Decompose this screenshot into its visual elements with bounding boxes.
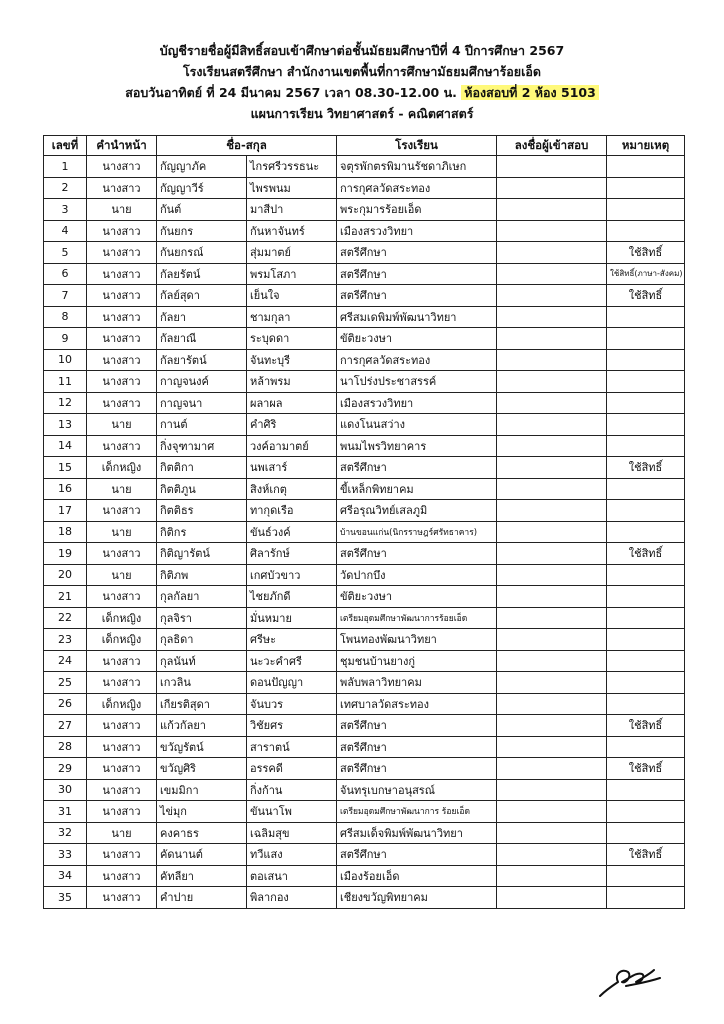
header-prefix: คำนำหน้า: [87, 136, 157, 156]
row-school: สตรีศึกษา: [337, 263, 497, 285]
table-row: [44, 607, 685, 629]
header-sign: ลงชื่อผู้เข้าสอบ: [497, 136, 607, 156]
row-number: 14: [44, 435, 87, 457]
table-header-row: [44, 136, 685, 156]
row-first-name: กิติกร: [157, 521, 247, 543]
row-last-name: ดอนปัญญา: [247, 672, 337, 694]
table-row: [44, 629, 685, 651]
row-note: ใช้สิทธิ์: [607, 715, 685, 737]
table-row: [44, 156, 685, 178]
row-last-name: สาราตน์: [247, 736, 337, 758]
row-first-name: กัลยารัตน์: [157, 349, 247, 371]
table-row: [44, 865, 685, 887]
table-row: [44, 822, 685, 844]
header-school: โรงเรียน: [337, 136, 497, 156]
row-school: เมืองร้อยเอ็ด: [337, 865, 497, 887]
row-last-name: ทากุดเรือ: [247, 500, 337, 522]
row-first-name: กุลธิดา: [157, 629, 247, 651]
row-prefix: นางสาว: [87, 371, 157, 393]
row-signature-cell: [497, 887, 607, 909]
row-signature-cell: [497, 844, 607, 866]
row-number: 17: [44, 500, 87, 522]
row-school: เชียงขวัญพิทยาคม: [337, 887, 497, 909]
row-first-name: กิติภพ: [157, 564, 247, 586]
row-note: ใช้สิทธิ์: [607, 758, 685, 780]
row-school: จันทรุเบกษาอนุสรณ์: [337, 779, 497, 801]
row-prefix: นางสาว: [87, 328, 157, 350]
row-prefix: นางสาว: [87, 801, 157, 823]
row-school: เทศบาลวัดสระทอง: [337, 693, 497, 715]
row-signature-cell: [497, 306, 607, 328]
row-prefix: นาย: [87, 478, 157, 500]
row-number: 13: [44, 414, 87, 436]
table-row: [44, 779, 685, 801]
row-note: [607, 177, 685, 199]
row-first-name: กิตติภูน: [157, 478, 247, 500]
row-signature-cell: [497, 736, 607, 758]
row-school: เมืองสรวงวิทยา: [337, 392, 497, 414]
table-row: [44, 650, 685, 672]
header-note: หมายเหตุ: [607, 136, 685, 156]
table-row: [44, 715, 685, 737]
row-number: 34: [44, 865, 87, 887]
row-first-name: กิติญารัตน์: [157, 543, 247, 565]
row-number: 2: [44, 177, 87, 199]
row-last-name: มาสีปา: [247, 199, 337, 221]
row-number: 16: [44, 478, 87, 500]
row-prefix: นางสาว: [87, 500, 157, 522]
row-last-name: ไชยภักดี: [247, 586, 337, 608]
table-row: [44, 220, 685, 242]
row-first-name: กิตติธร: [157, 500, 247, 522]
row-school: สตรีศึกษา: [337, 285, 497, 307]
row-prefix: นางสาว: [87, 392, 157, 414]
row-note: ใช้สิทธิ์: [607, 844, 685, 866]
row-first-name: กัลยาณี: [157, 328, 247, 350]
row-school: แดงโนนสว่าง: [337, 414, 497, 436]
row-last-name: ตอเสนา: [247, 865, 337, 887]
row-signature-cell: [497, 865, 607, 887]
row-prefix: นางสาว: [87, 543, 157, 565]
row-signature-cell: [497, 672, 607, 694]
row-note: [607, 500, 685, 522]
row-first-name: คัดนานต์: [157, 844, 247, 866]
table-row: [44, 285, 685, 307]
row-number: 27: [44, 715, 87, 737]
row-first-name: กันต์: [157, 199, 247, 221]
row-first-name: กานต์: [157, 414, 247, 436]
row-prefix: นางสาว: [87, 672, 157, 694]
row-school: พระกุมารร้อยเอ็ด: [337, 199, 497, 221]
row-signature-cell: [497, 478, 607, 500]
table-row: [44, 371, 685, 393]
exam-date: สอบวันอาทิตย์ ที่ 24 มีนาคม 2567 เวลา 08.30-12.00 น.: [125, 85, 457, 100]
row-last-name: ผลาผล: [247, 392, 337, 414]
row-prefix: นางสาว: [87, 650, 157, 672]
row-note: [607, 801, 685, 823]
roster-body: [44, 156, 685, 909]
row-first-name: เกียรติสุดา: [157, 693, 247, 715]
row-signature-cell: [497, 414, 607, 436]
row-note: [607, 607, 685, 629]
row-last-name: สุ่มมาตย์: [247, 242, 337, 264]
row-signature-cell: [497, 607, 607, 629]
row-signature-cell: [497, 758, 607, 780]
row-prefix: นางสาว: [87, 586, 157, 608]
row-signature-cell: [497, 801, 607, 823]
row-note: [607, 199, 685, 221]
row-school: เมืองสรวงวิทยา: [337, 220, 497, 242]
row-last-name: นพเสาร์: [247, 457, 337, 479]
row-first-name: กาญจนา: [157, 392, 247, 414]
row-number: 12: [44, 392, 87, 414]
row-signature-cell: [497, 779, 607, 801]
table-row: [44, 435, 685, 457]
row-note: [607, 779, 685, 801]
row-prefix: นาย: [87, 199, 157, 221]
row-note: [607, 371, 685, 393]
row-number: 29: [44, 758, 87, 780]
row-prefix: นางสาว: [87, 887, 157, 909]
signature-mark: [596, 960, 666, 1000]
table-row: [44, 758, 685, 780]
row-school: จตุรพักตรพิมานรัชดาภิเษก: [337, 156, 497, 178]
row-number: 33: [44, 844, 87, 866]
row-first-name: กิตติกา: [157, 457, 247, 479]
row-first-name: กาญจนงค์: [157, 371, 247, 393]
row-note: ใช้สิทธิ์(ภาษา-สังคม): [607, 263, 685, 285]
row-prefix: นางสาว: [87, 263, 157, 285]
row-first-name: คงคาธร: [157, 822, 247, 844]
table-row: [44, 564, 685, 586]
row-number: 35: [44, 887, 87, 909]
row-signature-cell: [497, 242, 607, 264]
row-first-name: คัทลียา: [157, 865, 247, 887]
row-first-name: แก้วกัลยา: [157, 715, 247, 737]
table-row: [44, 543, 685, 565]
row-prefix: นางสาว: [87, 306, 157, 328]
row-prefix: นางสาว: [87, 242, 157, 264]
row-signature-cell: [497, 285, 607, 307]
table-row: [44, 414, 685, 436]
table-row: [44, 177, 685, 199]
roster-table: [43, 135, 685, 909]
row-note: [607, 736, 685, 758]
row-school: การกุศลวัดสระทอง: [337, 177, 497, 199]
row-last-name: ชามกุลา: [247, 306, 337, 328]
table-row: [44, 521, 685, 543]
table-row: [44, 457, 685, 479]
row-number: 8: [44, 306, 87, 328]
row-first-name: กันยกรณ์: [157, 242, 247, 264]
exam-schedule: [0, 82, 724, 103]
row-signature-cell: [497, 586, 607, 608]
row-last-name: วิชัยศร: [247, 715, 337, 737]
row-prefix: นางสาว: [87, 844, 157, 866]
exam-room: ห้องสอบที่ 2 ห้อง 5103: [461, 85, 599, 100]
row-note: [607, 586, 685, 608]
row-number: 15: [44, 457, 87, 479]
row-number: 5: [44, 242, 87, 264]
row-number: 6: [44, 263, 87, 285]
table-row: [44, 801, 685, 823]
row-signature-cell: [497, 349, 607, 371]
row-last-name: เฉลิมสุข: [247, 822, 337, 844]
row-last-name: นะวะคำศรี: [247, 650, 337, 672]
row-number: 30: [44, 779, 87, 801]
row-note: [607, 392, 685, 414]
row-note: [607, 220, 685, 242]
row-prefix: เด็กหญิง: [87, 693, 157, 715]
row-last-name: ทวีแสง: [247, 844, 337, 866]
row-last-name: เย็นใจ: [247, 285, 337, 307]
row-note: ใช้สิทธิ์: [607, 457, 685, 479]
row-signature-cell: [497, 629, 607, 651]
row-prefix: นางสาว: [87, 779, 157, 801]
row-prefix: เด็กหญิง: [87, 607, 157, 629]
row-school: เตรียมอุดมศึกษาพัฒนาการ ร้อยเอ็ด: [337, 801, 497, 823]
table-row: [44, 672, 685, 694]
row-signature-cell: [497, 371, 607, 393]
row-last-name: ระบุดดา: [247, 328, 337, 350]
row-first-name: คำปาย: [157, 887, 247, 909]
row-signature-cell: [497, 177, 607, 199]
row-signature-cell: [497, 435, 607, 457]
row-school: สตรีศึกษา: [337, 457, 497, 479]
table-row: [44, 478, 685, 500]
row-first-name: กัลยรัตน์: [157, 263, 247, 285]
row-first-name: ขวัญรัตน์: [157, 736, 247, 758]
table-row: [44, 328, 685, 350]
row-last-name: ขันนาโพ: [247, 801, 337, 823]
row-school: สตรีศึกษา: [337, 242, 497, 264]
table-row: [44, 306, 685, 328]
table-row: [44, 693, 685, 715]
row-number: 19: [44, 543, 87, 565]
row-last-name: จันทะบุรี: [247, 349, 337, 371]
row-note: [607, 672, 685, 694]
row-note: [607, 478, 685, 500]
row-school: ศรีสมเดพิมพ์พัฒนาวิทยา: [337, 306, 497, 328]
row-number: 31: [44, 801, 87, 823]
row-last-name: ไกรศรีวรรธนะ: [247, 156, 337, 178]
row-first-name: กุลจิรา: [157, 607, 247, 629]
row-school: สตรีศึกษา: [337, 736, 497, 758]
row-signature-cell: [497, 693, 607, 715]
row-first-name: กัลย์สุดา: [157, 285, 247, 307]
table-row: [44, 392, 685, 414]
row-note: [607, 822, 685, 844]
row-signature-cell: [497, 822, 607, 844]
row-note: [607, 414, 685, 436]
row-number: 28: [44, 736, 87, 758]
row-prefix: นาย: [87, 564, 157, 586]
row-last-name: ศรีษะ: [247, 629, 337, 651]
row-last-name: ขันธ์วงค์: [247, 521, 337, 543]
row-last-name: สิงห์เกตุ: [247, 478, 337, 500]
row-school: สตรีศึกษา: [337, 758, 497, 780]
row-school: สตรีศึกษา: [337, 543, 497, 565]
row-last-name: กันหาจันทร์: [247, 220, 337, 242]
row-note: [607, 564, 685, 586]
row-last-name: จันบวร: [247, 693, 337, 715]
row-note: [607, 306, 685, 328]
row-signature-cell: [497, 199, 607, 221]
table-row: [44, 263, 685, 285]
row-first-name: กัลยา: [157, 306, 247, 328]
row-number: 7: [44, 285, 87, 307]
row-prefix: นางสาว: [87, 285, 157, 307]
row-number: 24: [44, 650, 87, 672]
school-name: โรงเรียนสตรีศึกษา สำนักงานเขตพื้นที่การศึกษามัธยมศึกษาร้อยเอ็ด: [182, 64, 542, 79]
row-note: [607, 650, 685, 672]
row-note: [607, 156, 685, 178]
row-number: 21: [44, 586, 87, 608]
row-prefix: เด็กหญิง: [87, 629, 157, 651]
row-signature-cell: [497, 650, 607, 672]
row-note: [607, 328, 685, 350]
row-school: สตรีศึกษา: [337, 715, 497, 737]
row-first-name: เกวลิน: [157, 672, 247, 694]
table-row: [44, 887, 685, 909]
row-signature-cell: [497, 328, 607, 350]
row-prefix: นางสาว: [87, 156, 157, 178]
row-school: พลับพลาวิทยาคม: [337, 672, 497, 694]
row-first-name: กิ่งจุฑามาศ: [157, 435, 247, 457]
row-note: ใช้สิทธิ์: [607, 285, 685, 307]
row-number: 26: [44, 693, 87, 715]
table-row: [44, 844, 685, 866]
row-signature-cell: [497, 500, 607, 522]
row-school: ขี้เหล็กพิทยาคม: [337, 478, 497, 500]
table-row: [44, 242, 685, 264]
row-last-name: กิ่งก้าน: [247, 779, 337, 801]
row-first-name: กุลกัลยา: [157, 586, 247, 608]
row-note: [607, 349, 685, 371]
row-last-name: เกศบัวขาว: [247, 564, 337, 586]
header-num: เลขที่: [44, 136, 87, 156]
row-note: [607, 435, 685, 457]
row-number: 23: [44, 629, 87, 651]
row-prefix: นางสาว: [87, 435, 157, 457]
row-school: เตรียมอุดมศึกษาพัฒนาการร้อยเอ็ด: [337, 607, 497, 629]
row-signature-cell: [497, 715, 607, 737]
document-title: บัญชีรายชื่อผู้มีสิทธิ์สอบเข้าศึกษาต่อชั้นมัธยมศึกษาปีที่ 4 ปีการศึกษา 2567: [159, 43, 565, 58]
row-school: พนมไพรวิทยาคาร: [337, 435, 497, 457]
row-prefix: เด็กหญิง: [87, 457, 157, 479]
row-number: 4: [44, 220, 87, 242]
row-note: [607, 629, 685, 651]
row-prefix: นาย: [87, 521, 157, 543]
row-first-name: ไข่มุก: [157, 801, 247, 823]
row-note: [607, 521, 685, 543]
row-signature-cell: [497, 156, 607, 178]
row-number: 1: [44, 156, 87, 178]
row-last-name: พิลากอง: [247, 887, 337, 909]
row-school: ศรีสมเด็จพิมพ์พัฒนาวิทยา: [337, 822, 497, 844]
row-note: [607, 865, 685, 887]
row-last-name: อรรคดี: [247, 758, 337, 780]
table-row: [44, 199, 685, 221]
row-number: 20: [44, 564, 87, 586]
document-header: [0, 40, 724, 124]
row-note: ใช้สิทธิ์: [607, 242, 685, 264]
row-prefix: นางสาว: [87, 865, 157, 887]
row-number: 3: [44, 199, 87, 221]
row-note: [607, 693, 685, 715]
row-note: ใช้สิทธิ์: [607, 543, 685, 565]
row-first-name: ขวัญศิริ: [157, 758, 247, 780]
row-school: ขัติยะวงษา: [337, 328, 497, 350]
row-school: นาโปร่งประชาสรรค์: [337, 371, 497, 393]
row-school: วัดปากบึง: [337, 564, 497, 586]
row-last-name: มั่นหมาย: [247, 607, 337, 629]
table-row: [44, 500, 685, 522]
row-school: โพนทองพัฒนาวิทยา: [337, 629, 497, 651]
row-signature-cell: [497, 521, 607, 543]
row-prefix: นางสาว: [87, 349, 157, 371]
row-number: 10: [44, 349, 87, 371]
row-first-name: กัญญาภัค: [157, 156, 247, 178]
row-school: ขัติยะวงษา: [337, 586, 497, 608]
row-school: ศรีอรุณวิทย์เสลภูมิ: [337, 500, 497, 522]
row-last-name: ไพรพนม: [247, 177, 337, 199]
row-signature-cell: [497, 564, 607, 586]
row-last-name: คำศิริ: [247, 414, 337, 436]
row-school: บ้านขอนแก่น(นิกรราษฎร์ศรัทธาคาร): [337, 521, 497, 543]
row-last-name: ศิลารักษ์: [247, 543, 337, 565]
row-signature-cell: [497, 220, 607, 242]
study-plan: แผนการเรียน วิทยาศาสตร์ - คณิตศาสตร์: [250, 106, 474, 121]
row-school: สตรีศึกษา: [337, 844, 497, 866]
header-fullname: ชื่อ-สกุล: [157, 136, 337, 156]
row-prefix: นาย: [87, 414, 157, 436]
row-first-name: กันยกร: [157, 220, 247, 242]
row-last-name: วงค์อามาตย์: [247, 435, 337, 457]
row-number: 18: [44, 521, 87, 543]
table-row: [44, 586, 685, 608]
row-first-name: กุลนันท์: [157, 650, 247, 672]
row-note: [607, 887, 685, 909]
row-number: 9: [44, 328, 87, 350]
row-last-name: พรมโสภา: [247, 263, 337, 285]
row-number: 11: [44, 371, 87, 393]
row-prefix: นางสาว: [87, 758, 157, 780]
row-number: 32: [44, 822, 87, 844]
row-first-name: เขมมิกา: [157, 779, 247, 801]
row-prefix: นางสาว: [87, 736, 157, 758]
row-signature-cell: [497, 263, 607, 285]
row-signature-cell: [497, 543, 607, 565]
table-row: [44, 349, 685, 371]
row-prefix: นางสาว: [87, 715, 157, 737]
row-signature-cell: [497, 457, 607, 479]
table-row: [44, 736, 685, 758]
row-first-name: กัญญาวีร์: [157, 177, 247, 199]
row-signature-cell: [497, 392, 607, 414]
row-last-name: หล้าพรม: [247, 371, 337, 393]
row-school: การกุศลวัดสระทอง: [337, 349, 497, 371]
row-school: ชุมชนบ้านยางกู่: [337, 650, 497, 672]
row-prefix: นางสาว: [87, 177, 157, 199]
row-prefix: นาย: [87, 822, 157, 844]
row-number: 22: [44, 607, 87, 629]
row-number: 25: [44, 672, 87, 694]
row-prefix: นางสาว: [87, 220, 157, 242]
